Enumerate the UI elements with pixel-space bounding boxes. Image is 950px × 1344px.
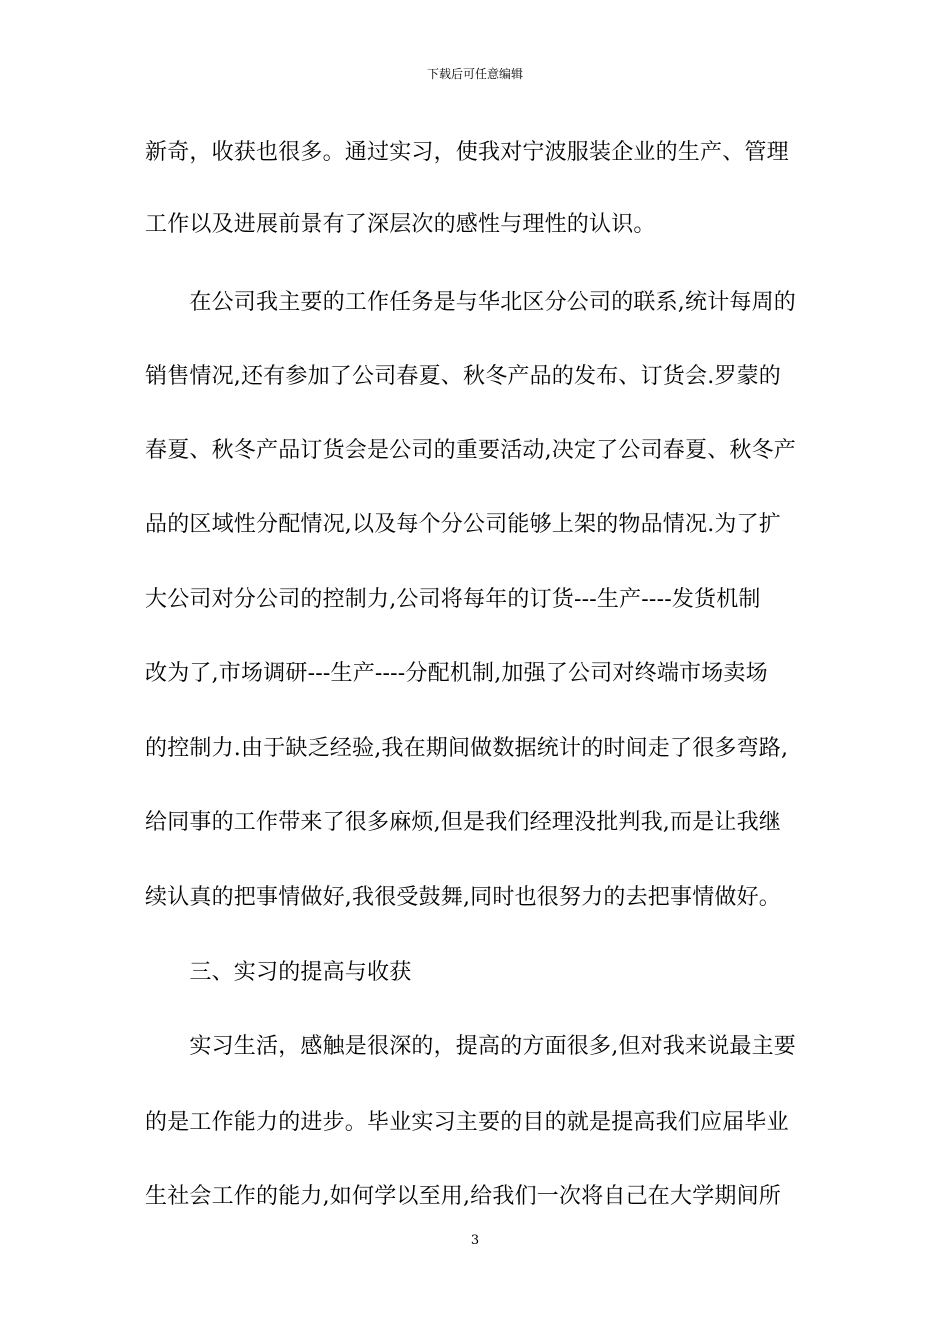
text-line: 销售情况,还有参加了公司春夏、秋冬产品的发布、订货会.罗蒙的 [145,364,781,389]
text-line: 大公司对分公司的控制力,公司将每年的订货---生产----发货机制 [145,587,761,612]
text-line: 生社会工作的能力,如何学以至用,给我们一次将自己在大学期间所 [145,1184,781,1209]
section-heading: 三、实习的提高与收获 [145,960,412,985]
page-header: 下载后可任意编辑 [426,67,523,81]
text-line: 春夏、秋冬产品订货会是公司的重要活动,决定了公司春夏、秋冬产 [145,438,796,463]
text-line: 的是工作能力的进步。毕业实习主要的目的就是提高我们应届毕业 [145,1110,789,1135]
text-line: 品的区域性分配情况,以及每个分公司能够上架的物品情况.为了扩 [145,512,781,537]
text-line: 新奇，收获也很多。通过实习，使我对宁波服装企业的生产、管理 [145,140,789,165]
text-line: 给同事的工作带来了很多麻烦,但是我们经理没批判我,而是让我继 [145,810,781,835]
text-line: 在公司我主要的工作任务是与华北区分公司的联系,统计每周的 [145,290,796,315]
text-line: 工作以及进展前景有了深层次的感性与理性的认识。 [145,212,656,237]
text-line: 的控制力.由于缺乏经验,我在期间做数据统计的时间走了很多弯路, [145,736,789,761]
text-line: 实习生活，感触是很深的，提高的方面很多,但对我来说最主要 [145,1034,796,1059]
text-line: 改为了,市场调研---生产----分配机制,加强了公司对终端市场卖场 [145,661,768,686]
section-line: 续认真的把事情做好,我很受鼓舞,同时也很努力的去把事情做好。 [145,885,781,910]
page-number: 3 [470,1233,480,1248]
